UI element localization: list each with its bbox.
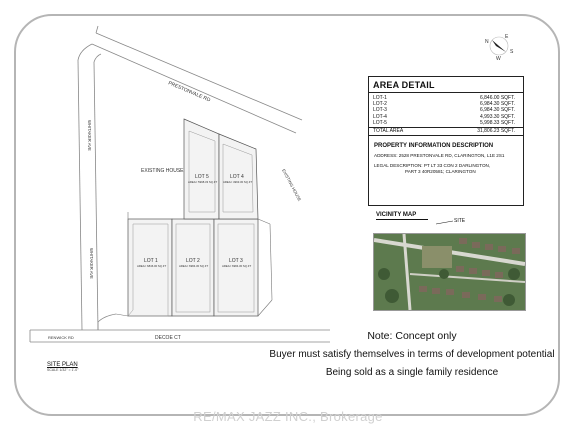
area-row: LOT-2 6,984.30 SQFT. [373, 101, 515, 108]
lot-1-label: LOT 1 [144, 258, 158, 264]
area-row: LOT-5 5,998.33 SQFT. [373, 119, 515, 126]
vicinity-map-title: VICINITY MAP [376, 212, 417, 218]
note-line-2: Being sold as a single family residence [325, 367, 499, 378]
whitaker-label-lower: WHITAKER AVE [89, 248, 94, 279]
compass-s: S [510, 49, 514, 55]
compass-e: E [505, 34, 509, 40]
property-address: ADDRESS: 2528 PRESTONVALE RD, CLARINGTON, L1E 2S1 [374, 153, 505, 159]
existing-house-label: EXISTING HOUSE [141, 168, 184, 174]
notes-block [262, 330, 562, 385]
aerial-photo [374, 234, 525, 310]
legal-description-1: LEGAL DESCRIPTION: PT LT 33 CON 2 DARLINGTON, [374, 163, 491, 169]
lot-5-area: AREA= 5998.33 SQ.FT [188, 180, 218, 184]
area-detail-title: AREA DETAIL [369, 77, 523, 93]
note-title: Note: Concept only [367, 330, 457, 342]
site-label: SITE [454, 218, 466, 224]
property-info-title: PROPERTY INFORMATION DESCRIPTION [374, 143, 494, 150]
lot-4-area: AREA= 4993.30 SQ.FT [223, 180, 253, 184]
compass-w: W [496, 56, 501, 62]
site-plan-caption [47, 362, 78, 372]
lot-5-label: LOT 5 [195, 174, 209, 180]
site-plan-scale: SCALE 1/32" = 1'-0" [47, 368, 79, 372]
whitaker-label-upper: WHITAKER AVE [87, 120, 92, 151]
vicinity-map-image [373, 233, 526, 311]
compass-n: N [485, 39, 489, 45]
lot-1-area: AREA= 6846.00 SQ.FT [137, 264, 167, 268]
lot-3-area: AREA= 6984.30 SQ.FT [222, 264, 252, 268]
lot-3-label: LOT 3 [229, 258, 243, 264]
lot-2-label: LOT 2 [186, 258, 200, 264]
area-row: LOT-1 6,846.00 SQFT. [373, 95, 515, 101]
lot-2-area: AREA= 6984.30 SQ.FT [179, 264, 209, 268]
existing-house-right-label: EXISTING HOUSE [281, 168, 303, 202]
legal-description-2: PART 3 40R20581; CLARINGTON [405, 169, 476, 175]
prestonvale-label: PRESTONVALE RD [167, 80, 212, 104]
renwick-rd-label: RENWICK RD [48, 335, 74, 340]
area-row: LOT-4 4,993.30 SQFT. [373, 113, 515, 120]
note-line-1: Buyer must satisfy themselves in terms of development potential [269, 349, 555, 360]
area-row: LOT-3 6,984.30 SQFT. [373, 107, 515, 114]
lot-4-label: LOT 4 [230, 174, 244, 180]
site-plan-title: SITE PLAN [47, 362, 78, 368]
area-total-row: TOTAL AREA 31,806.23 SQFT. [369, 127, 523, 136]
brokerage-watermark: RE/MAX JAZZ INC., Brokerage [193, 409, 383, 424]
decoe-ct-label: DECOE CT [155, 335, 181, 341]
